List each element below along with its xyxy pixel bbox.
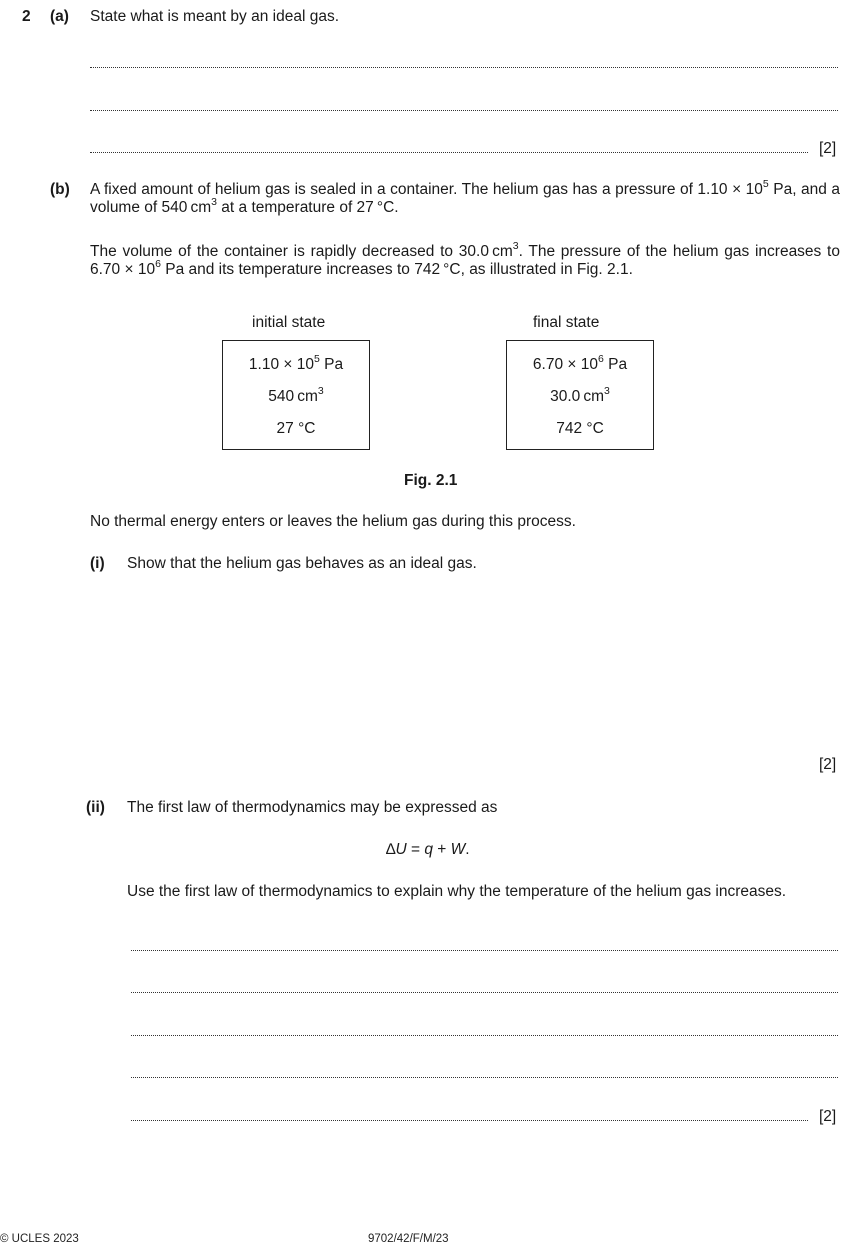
part-a-label: (a) xyxy=(50,8,69,25)
part-b-description: The volume of the container is rapidly decreased to 30.0 $cm^3$. The pressure of the helium gas increases to $6.70 \times 10^6$ Pa and its temperature increases to 742 °C, as illustrated in Fig. 2.1. xyxy=(90,239,840,278)
final-volume: 30.0 $cm^3$ xyxy=(550,384,610,405)
initial-volume: 540 $cm^3$ xyxy=(268,384,324,405)
question-number: 2 xyxy=(22,8,31,25)
answer-line[interactable] xyxy=(131,1120,808,1121)
first-law-equation: ∆U = q + W. xyxy=(386,841,470,858)
answer-line[interactable] xyxy=(90,110,838,111)
part-b-label: (b) xyxy=(50,181,70,198)
answer-line[interactable] xyxy=(131,1077,838,1078)
marks-label: [2] xyxy=(819,140,837,157)
part-a-question: State what is meant by an ideal gas. xyxy=(90,8,340,25)
answer-line[interactable] xyxy=(131,992,838,993)
initial-pressure: $1.10 \times 10^5$ Pa xyxy=(248,352,344,373)
paper-code: 9702/42/F/M/23 xyxy=(368,1233,449,1245)
part-i-question: Show that the helium gas behaves as an ideal gas. xyxy=(127,555,477,572)
initial-state-label: initial state xyxy=(252,314,326,331)
part-ii-instruction: Use the first law of thermodynamics to explain why the temperature of the helium gas increases. xyxy=(127,883,787,900)
part-ii-label: (ii) xyxy=(86,799,105,816)
final-state-box xyxy=(506,340,654,450)
marks-label: [2] xyxy=(819,1108,837,1125)
process-statement: No thermal energy enters or leaves the helium gas during this process. xyxy=(90,513,576,530)
answer-line[interactable] xyxy=(131,1035,838,1036)
answer-line[interactable] xyxy=(131,950,838,951)
marks-label: [2] xyxy=(819,756,837,773)
part-b-intro: A fixed amount of helium gas is sealed in a container. The helium gas has a pressure of $1.10 \times 10^5$ Pa, and a volume of 540 $cm^3$ at a temperature of 27 °C. xyxy=(90,177,840,216)
final-state-label: final state xyxy=(533,314,600,331)
part-ii-question: The first law of thermodynamics may be expressed as xyxy=(127,799,498,816)
final-temperature: 742 °C xyxy=(556,420,604,437)
initial-state-box xyxy=(222,340,370,450)
initial-temperature: 27 °C xyxy=(276,420,316,437)
part-i-label: (i) xyxy=(90,555,105,572)
copyright: © UCLES 2023 xyxy=(0,1233,79,1245)
answer-line[interactable] xyxy=(90,67,838,68)
answer-line[interactable] xyxy=(90,152,808,153)
final-pressure: $6.70 \times 10^6$ Pa xyxy=(532,352,628,373)
figure-caption: Fig. 2.1 xyxy=(404,472,458,489)
